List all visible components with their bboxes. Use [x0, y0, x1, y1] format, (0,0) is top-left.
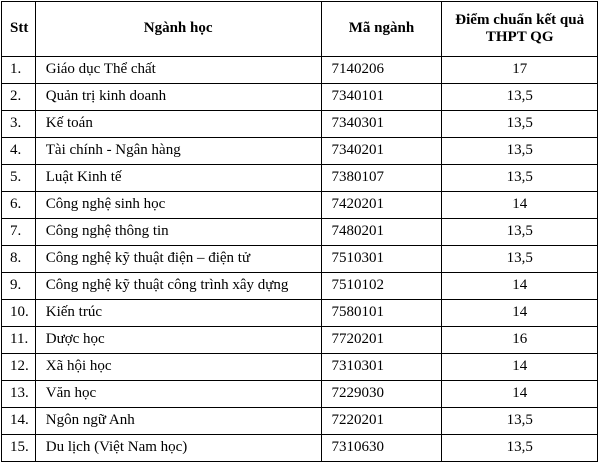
row-score: 13,5: [442, 84, 598, 111]
table-row: [2, 408, 598, 435]
row-major: Kế toán: [35, 111, 321, 138]
row-code: 7310301: [321, 354, 442, 381]
table-row: [2, 381, 598, 408]
row-code: 7340301: [321, 111, 442, 138]
row-stt: 2.: [2, 84, 36, 111]
row-major: Giáo dục Thể chất: [35, 57, 321, 84]
table-row: [2, 300, 598, 327]
table-row: [2, 165, 598, 192]
row-code: 7310630: [321, 435, 442, 462]
row-major: Luật Kinh tế: [35, 165, 321, 192]
row-score: 14: [442, 273, 598, 300]
table-row: [2, 327, 598, 354]
row-score: 13,5: [442, 165, 598, 192]
row-code: 7140206: [321, 57, 442, 84]
table-row: [2, 435, 598, 462]
row-major: Công nghệ kỹ thuật điện – điện tử: [35, 246, 321, 273]
row-major: Du lịch (Việt Nam học): [35, 435, 321, 462]
row-score: 13,5: [442, 408, 598, 435]
row-score: 13,5: [442, 138, 598, 165]
table-row: [2, 57, 598, 84]
row-stt: 12.: [2, 354, 36, 381]
row-stt: 7.: [2, 219, 36, 246]
header-score: [442, 2, 598, 57]
row-score: 14: [442, 381, 598, 408]
row-code: 7340201: [321, 138, 442, 165]
row-stt: 5.: [2, 165, 36, 192]
row-major: Công nghệ sinh học: [35, 192, 321, 219]
row-score: 14: [442, 192, 598, 219]
row-major: Quản trị kinh doanh: [35, 84, 321, 111]
row-score: 14: [442, 354, 598, 381]
row-code: 7580101: [321, 300, 442, 327]
row-major: Xã hội học: [35, 354, 321, 381]
row-code: 7720201: [321, 327, 442, 354]
row-major: Dược học: [35, 327, 321, 354]
row-stt: 3.: [2, 111, 36, 138]
row-code: 7510102: [321, 273, 442, 300]
row-stt: 9.: [2, 273, 36, 300]
row-code: 7380107: [321, 165, 442, 192]
row-major: Văn học: [35, 381, 321, 408]
row-code: 7229030: [321, 381, 442, 408]
row-stt: 11.: [2, 327, 36, 354]
header-score-line1: Điểm chuẩn kết quả: [455, 11, 585, 28]
row-stt: 13.: [2, 381, 36, 408]
table-row: [2, 354, 598, 381]
table-row: [2, 192, 598, 219]
row-score: 16: [442, 327, 598, 354]
row-code: 7340101: [321, 84, 442, 111]
table-row: [2, 246, 598, 273]
row-score: 13,5: [442, 246, 598, 273]
table-header-row: [2, 2, 598, 57]
row-score: 13,5: [442, 219, 598, 246]
row-score: 13,5: [442, 111, 598, 138]
row-code: 7220201: [321, 408, 442, 435]
table-row: [2, 84, 598, 111]
row-stt: 15.: [2, 435, 36, 462]
row-code: 7420201: [321, 192, 442, 219]
row-stt: 4.: [2, 138, 36, 165]
row-stt: 1.: [2, 57, 36, 84]
row-score: 14: [442, 300, 598, 327]
admission-score-table: [1, 1, 598, 462]
header-score-line2: THPT QG: [485, 29, 554, 45]
row-major: Ngôn ngữ Anh: [35, 408, 321, 435]
table-body: [2, 57, 598, 462]
table-row: [2, 273, 598, 300]
row-score: 13,5: [442, 435, 598, 462]
table-row: [2, 219, 598, 246]
header-code: Mã ngành: [321, 2, 442, 57]
row-major: Kiến trúc: [35, 300, 321, 327]
row-major: Tài chính - Ngân hàng: [35, 138, 321, 165]
row-stt: 8.: [2, 246, 36, 273]
row-stt: 6.: [2, 192, 36, 219]
row-code: 7480201: [321, 219, 442, 246]
row-major: Công nghệ thông tin: [35, 219, 321, 246]
header-major: Ngành học: [35, 2, 321, 57]
row-major: Công nghệ kỹ thuật công trình xây dựng: [35, 273, 321, 300]
row-code: 7510301: [321, 246, 442, 273]
row-score: 17: [442, 57, 598, 84]
table-row: [2, 138, 598, 165]
row-stt: 10.: [2, 300, 36, 327]
header-stt: Stt: [2, 2, 36, 57]
row-stt: 14.: [2, 408, 36, 435]
table-row: [2, 111, 598, 138]
